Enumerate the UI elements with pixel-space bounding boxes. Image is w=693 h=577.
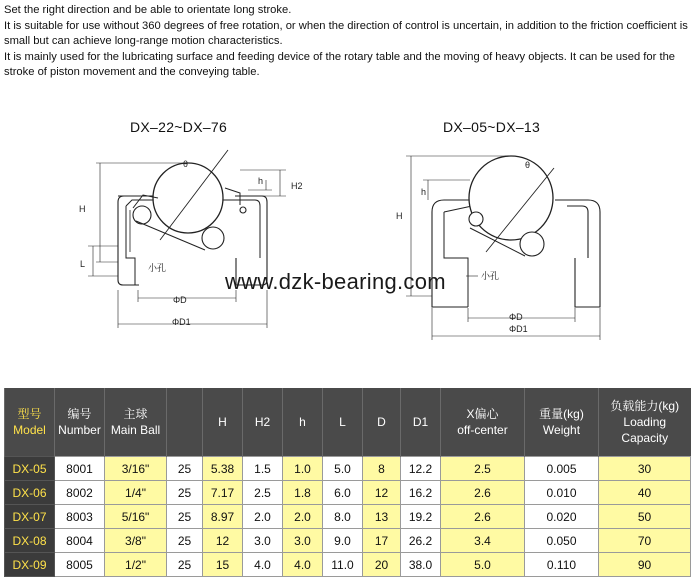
- table-cell: 19.2: [401, 505, 441, 529]
- column-header: [243, 388, 283, 457]
- column-header: [525, 388, 599, 457]
- column-header-cn: h: [299, 415, 306, 429]
- column-header-cn: 负载能力(kg): [610, 399, 680, 413]
- column-header: [167, 388, 203, 457]
- table-cell: 0.010: [525, 481, 599, 505]
- table-cell: 8001: [55, 457, 105, 481]
- right-D1-label: ΦD1: [509, 324, 528, 334]
- column-header: [283, 388, 323, 457]
- table-row: [5, 553, 691, 577]
- column-header-cn: 主球: [123, 407, 148, 421]
- table-cell: 5/16": [105, 505, 167, 529]
- table-cell: 3/8": [105, 529, 167, 553]
- table-cell: 8002: [55, 481, 105, 505]
- table-cell: 13: [363, 505, 401, 529]
- column-header-cn: L: [339, 415, 346, 429]
- table-cell: 4.0: [243, 553, 283, 577]
- table-cell: 8003: [55, 505, 105, 529]
- table-row: [5, 481, 691, 505]
- column-header-cn: 型号: [17, 407, 42, 421]
- table-cell: 8005: [55, 553, 105, 577]
- column-header-cn: 重量(kg): [539, 407, 584, 421]
- table-cell: 25: [167, 481, 203, 505]
- left-D-label: ΦD: [173, 295, 187, 305]
- table-cell: 1.0: [283, 457, 323, 481]
- website-watermark: www.dzk-bearing.com: [225, 269, 446, 294]
- column-header-en: off-center: [457, 423, 508, 437]
- table-cell: 2.5: [243, 481, 283, 505]
- table-cell: 5.0: [441, 553, 525, 577]
- model-cell: DX-08: [5, 529, 55, 553]
- left-H2-label: H2: [291, 181, 303, 191]
- table-cell: 2.0: [283, 505, 323, 529]
- table-cell: 3.0: [243, 529, 283, 553]
- right-drawing-title: DX–05~DX–13: [443, 119, 541, 135]
- left-small-hole-label: 小孔: [148, 263, 167, 273]
- table-cell: 25: [167, 457, 203, 481]
- right-D-label: ΦD: [509, 312, 523, 322]
- right-H-label: H: [396, 211, 403, 221]
- column-header-en: Main Ball: [110, 423, 161, 437]
- table-cell: 12: [203, 529, 243, 553]
- table-cell: 12: [363, 481, 401, 505]
- table-row: [5, 529, 691, 553]
- table-cell: 25: [167, 505, 203, 529]
- table-cell: 16.2: [401, 481, 441, 505]
- model-cell: DX-05: [5, 457, 55, 481]
- table-cell: 6.0: [323, 481, 363, 505]
- left-h-label: h: [258, 176, 264, 186]
- table-cell: 0.050: [525, 529, 599, 553]
- column-header: [55, 388, 105, 457]
- model-cell: DX-07: [5, 505, 55, 529]
- intro-line-3: It is mainly used for the lubricating surface and feeding device of the rotary table and the moving of heavy objects. It can be used for the stroke of piston movement and the conveying table.: [4, 50, 676, 79]
- column-header: [363, 388, 401, 457]
- table-cell: 25: [167, 553, 203, 577]
- table-cell: 5.0: [323, 457, 363, 481]
- table-cell: 2.6: [441, 481, 525, 505]
- table-cell: 0.110: [525, 553, 599, 577]
- model-cell: DX-06: [5, 481, 55, 505]
- column-header-cn: D1: [412, 415, 429, 429]
- right-h-label: h: [421, 187, 427, 197]
- column-header-en: Loading Capacity: [621, 415, 669, 445]
- table-row: [5, 457, 691, 481]
- table-cell: 9.0: [323, 529, 363, 553]
- column-header: [5, 388, 55, 457]
- table-cell: 2.0: [243, 505, 283, 529]
- table-cell: 11.0: [323, 553, 363, 577]
- table-cell: 1/4": [105, 481, 167, 505]
- table-row: [5, 505, 691, 529]
- left-theta-label: θ: [183, 159, 189, 169]
- table-cell: 50: [599, 505, 691, 529]
- table-cell: 3/16": [105, 457, 167, 481]
- left-drawing: [88, 150, 286, 328]
- table-cell: 5.38: [203, 457, 243, 481]
- column-header: [105, 388, 167, 457]
- column-header-cn: 编号: [67, 407, 92, 421]
- column-header-cn: H: [218, 415, 227, 429]
- table-cell: 8.0: [323, 505, 363, 529]
- right-drawing: [406, 156, 600, 340]
- column-header: [323, 388, 363, 457]
- table-cell: 2.5: [441, 457, 525, 481]
- intro-line-2: It is suitable for use without 360 degrees of free rotation, or when the direction of control is uncertain, in addition to the friction coefficient is small but can achieve long-range motion characteristics.: [4, 19, 688, 48]
- column-header-cn: X偏心: [466, 407, 499, 421]
- model-cell: DX-09: [5, 553, 55, 577]
- column-header-cn: D: [377, 415, 386, 429]
- table-cell: 8: [363, 457, 401, 481]
- column-header: [441, 388, 525, 457]
- left-H-label: H: [79, 204, 86, 214]
- left-D1-label: ΦD1: [172, 317, 191, 327]
- table-cell: 26.2: [401, 529, 441, 553]
- left-drawing-title: DX–22~DX–76: [130, 119, 228, 135]
- table-cell: 8.97: [203, 505, 243, 529]
- intro-line-1: Set the right direction and be able to orientate long stroke.: [4, 4, 292, 16]
- table-cell: 0.020: [525, 505, 599, 529]
- table-cell: 20: [363, 553, 401, 577]
- column-header: [203, 388, 243, 457]
- right-small-hole-label: 小孔: [481, 271, 500, 281]
- table-cell: 1/2": [105, 553, 167, 577]
- table-cell: 2.6: [441, 505, 525, 529]
- table-cell: 40: [599, 481, 691, 505]
- table-header-row: [5, 388, 691, 457]
- spec-table: [4, 388, 691, 577]
- table-cell: 4.0: [283, 553, 323, 577]
- column-header-en: Weight: [542, 423, 581, 437]
- table-cell: 1.5: [243, 457, 283, 481]
- left-L-label: L: [80, 259, 86, 269]
- column-header-en: Number: [58, 423, 101, 437]
- column-header-en: Model: [13, 423, 46, 437]
- column-header: [401, 388, 441, 457]
- table-cell: 38.0: [401, 553, 441, 577]
- table-cell: 1.8: [283, 481, 323, 505]
- table-cell: 30: [599, 457, 691, 481]
- column-header-cn: H2: [254, 415, 271, 429]
- table-cell: 8004: [55, 529, 105, 553]
- table-cell: 7.17: [203, 481, 243, 505]
- table-cell: 70: [599, 529, 691, 553]
- table-cell: 15: [203, 553, 243, 577]
- table-cell: 90: [599, 553, 691, 577]
- table-cell: 0.005: [525, 457, 599, 481]
- right-theta-label: θ: [525, 160, 531, 170]
- table-cell: 25: [167, 529, 203, 553]
- table-cell: 3.4: [441, 529, 525, 553]
- table-cell: 12.2: [401, 457, 441, 481]
- table-cell: 17: [363, 529, 401, 553]
- table-cell: 3.0: [283, 529, 323, 553]
- column-header: [599, 388, 691, 457]
